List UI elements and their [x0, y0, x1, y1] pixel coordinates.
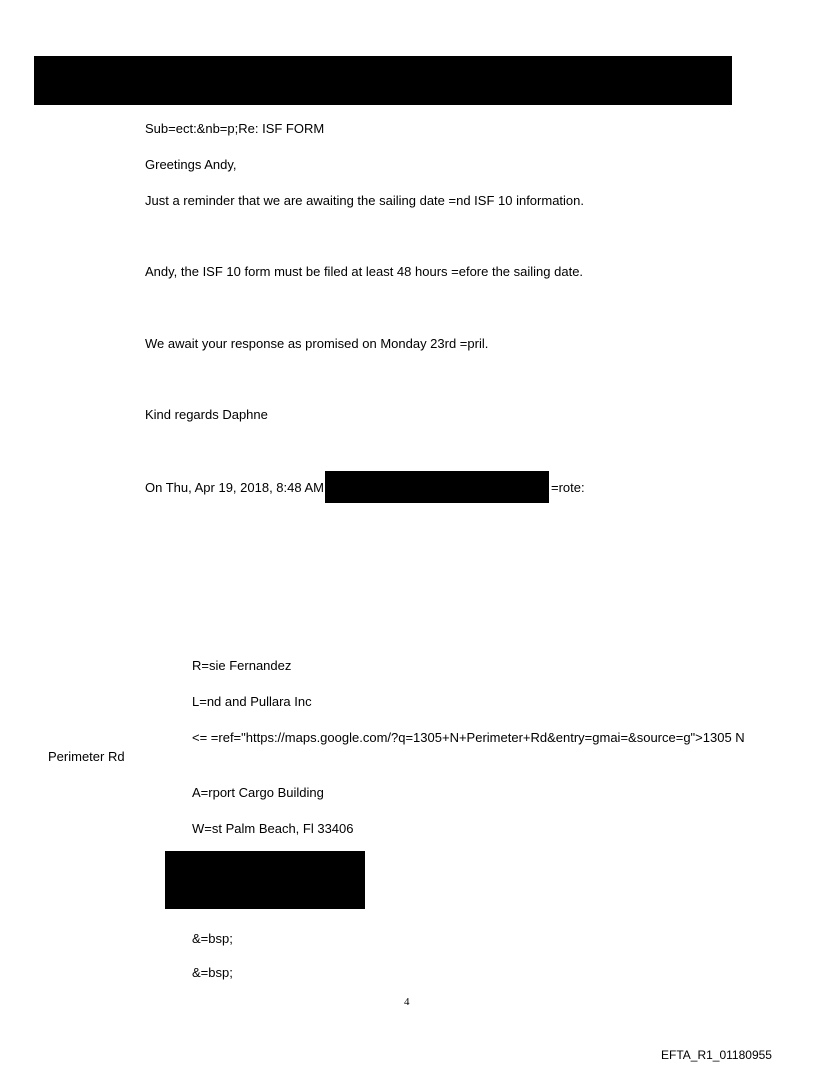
page-number: 4: [404, 996, 410, 1008]
signature-address-wrap: Perimeter Rd: [48, 749, 125, 764]
quote-header-suffix: =rote:: [551, 480, 585, 495]
nbsp-line-2: &=bsp;: [192, 965, 233, 980]
signature-name: R=sie Fernandez: [192, 658, 292, 673]
redaction-signature-contact: [165, 851, 365, 909]
signature-address-link: <= =ref="https://maps.google.com/?q=1305+N+Perimeter+Rd&entry=gmai=&source=g">1305 N: [192, 730, 745, 745]
signature-city: W=st Palm Beach, Fl 33406: [192, 821, 354, 836]
redaction-sender: [325, 471, 549, 503]
quote-header-prefix: On Thu, Apr 19, 2018, 8:48 AM: [145, 480, 324, 495]
paragraph-1: Just a reminder that we are awaiting the sailing date =nd ISF 10 information.: [145, 193, 584, 208]
document-id: EFTA_R1_01180955: [661, 1048, 772, 1062]
paragraph-2: Andy, the ISF 10 form must be filed at least 48 hours =efore the sailing date.: [145, 264, 584, 279]
greeting: Greetings Andy,: [145, 157, 237, 172]
signature-company: L=nd and Pullara Inc: [192, 694, 312, 709]
signature-building: A=rport Cargo Building: [192, 785, 324, 800]
subject-line: Sub=ect:&nb=p;Re: ISF FORM: [145, 121, 325, 136]
paragraph-3: We await your response as promised on Monday 23rd =pril.: [145, 336, 489, 351]
closing: Kind regards Daphne: [145, 407, 268, 422]
redaction-header: [34, 56, 732, 105]
nbsp-line-1: &=bsp;: [192, 931, 233, 946]
